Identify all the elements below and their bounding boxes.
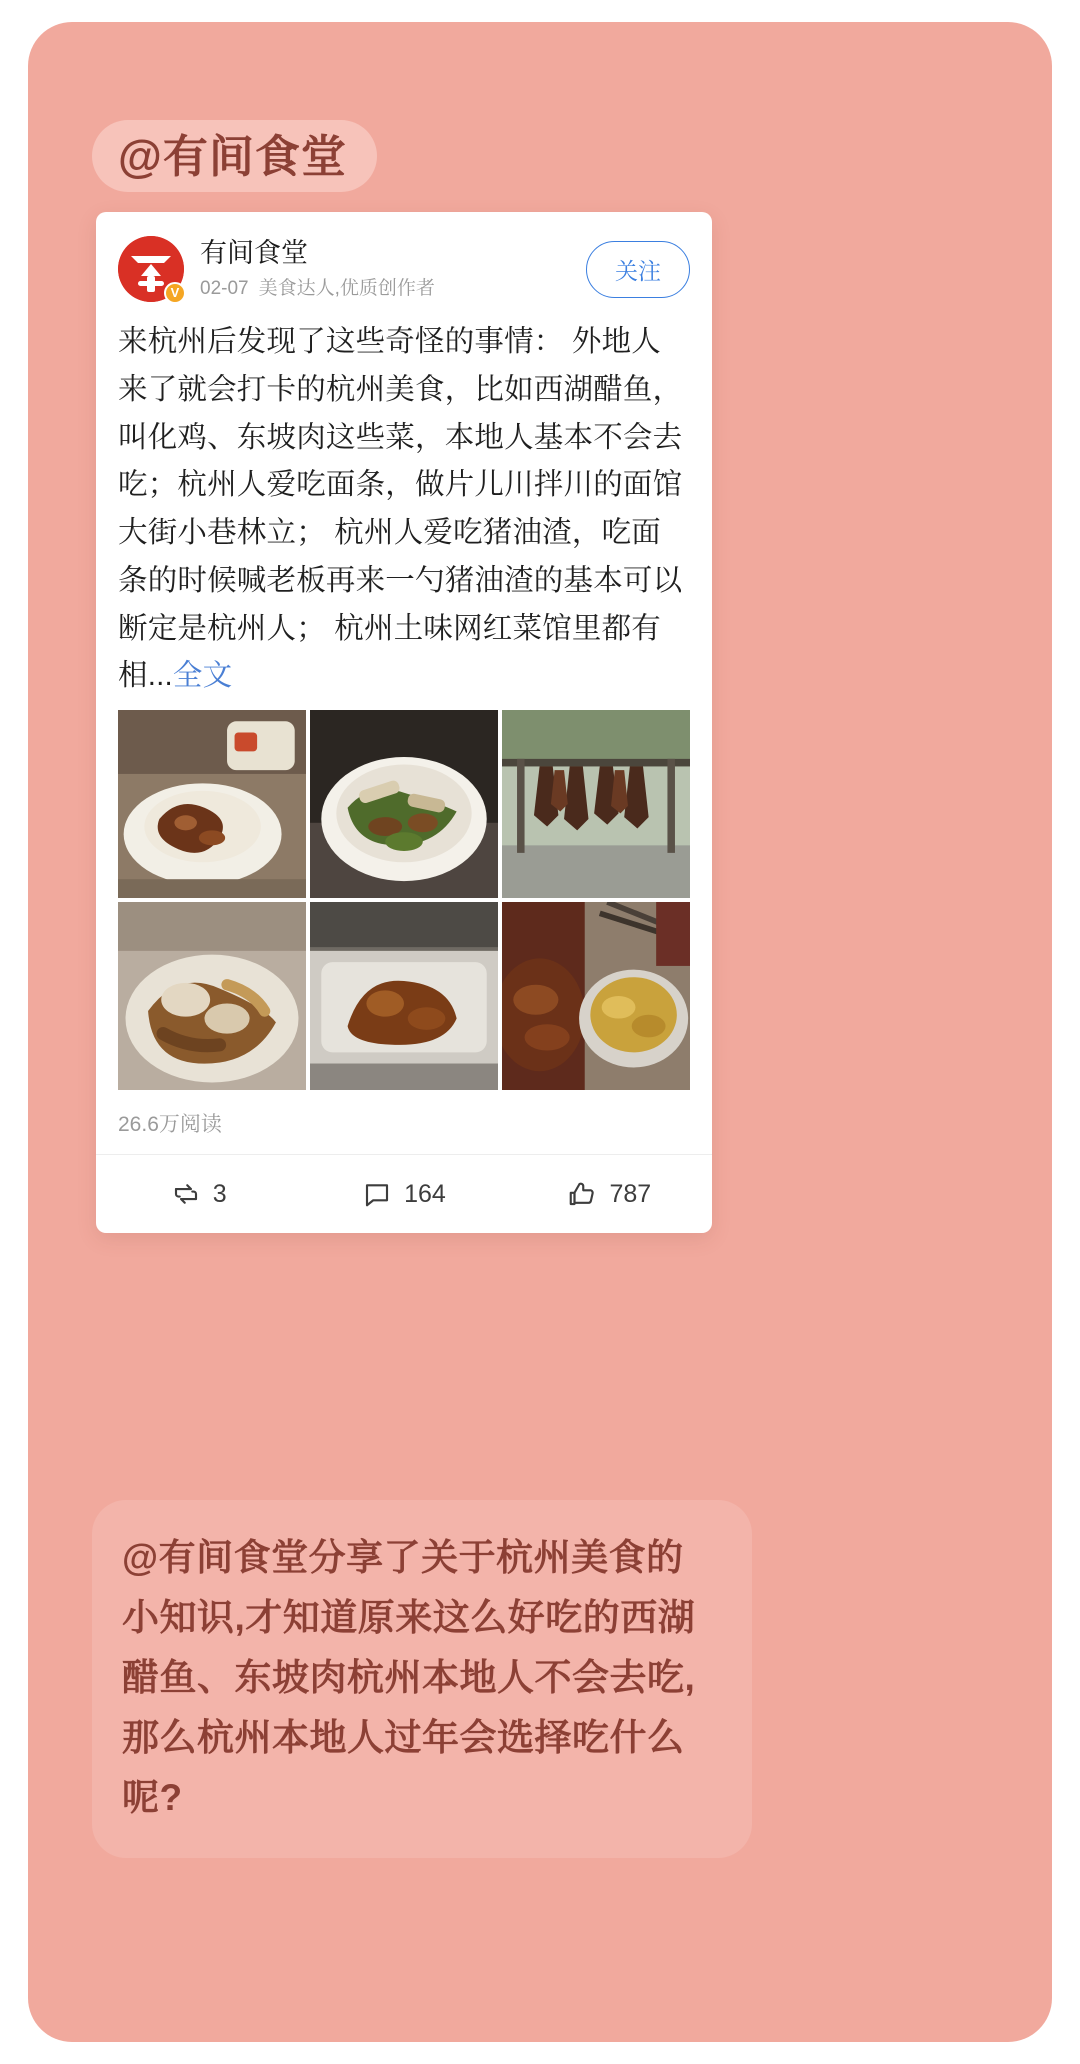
avatar[interactable] [118,236,184,302]
like-icon [567,1179,597,1209]
comment-count: 164 [404,1179,446,1208]
post-image[interactable] [502,710,690,898]
post-image[interactable] [118,710,306,898]
post-card [96,212,712,1233]
post-body-text: 来杭州后发现了这些奇怪的事情： 外地人来了就会打卡的杭州美食，比如西湖醋鱼，叫化鸡、东坡肉这些菜，本地人基本不会去吃；杭州人爱吃面条，做片儿川拌川的面馆大街小巷林立； 杭州人爱吃猪油渣，吃面条的时候喊老板再来一勺猪油渣的基本可以断定是杭州人； 杭州土味网红菜馆里都有相... [118,325,683,693]
read-count: 26.6万阅读 [118,1113,222,1137]
repost-icon [171,1179,201,1209]
comment-icon [362,1179,392,1209]
post-image[interactable] [502,902,690,1090]
account-handle-pill [92,120,377,192]
comment-action[interactable] [301,1179,506,1209]
post-image-5 [310,902,498,1090]
post-image-6 [502,902,690,1090]
author-meta [200,277,586,302]
repost-action[interactable] [96,1179,301,1209]
post-image[interactable] [118,902,306,1090]
like-count: 787 [609,1179,652,1208]
post-image-2 [310,710,498,898]
verified-badge-icon: V [164,282,186,304]
author-tags: 美食达人,优质创作者 [258,278,435,300]
post-image[interactable] [310,902,498,1090]
author-block [200,236,586,302]
account-handle-label: @有间食堂 [118,130,347,182]
like-action[interactable] [507,1179,712,1209]
post-image-1 [118,710,306,898]
post-image-4 [118,902,306,1090]
expand-full-text-link[interactable]: 全文 [172,659,233,693]
post-date: 02-07 [200,278,249,300]
repost-count: 3 [212,1179,227,1208]
post-header [96,212,712,314]
post-image-3 [502,710,690,898]
follow-button[interactable]: 关注 [586,241,690,298]
author-name[interactable]: 有间食堂 [200,238,308,269]
post-body [96,314,712,710]
image-grid [96,710,712,1090]
post-actions [96,1155,712,1233]
post-image[interactable] [310,710,498,898]
caption-pill: @有间食堂分享了关于杭州美食的小知识,才知道原来这么好吃的西湖醋鱼、东坡肉杭州本地人不会去吃,那么杭州本地人过年会选择吃什么呢? [92,1500,752,1858]
